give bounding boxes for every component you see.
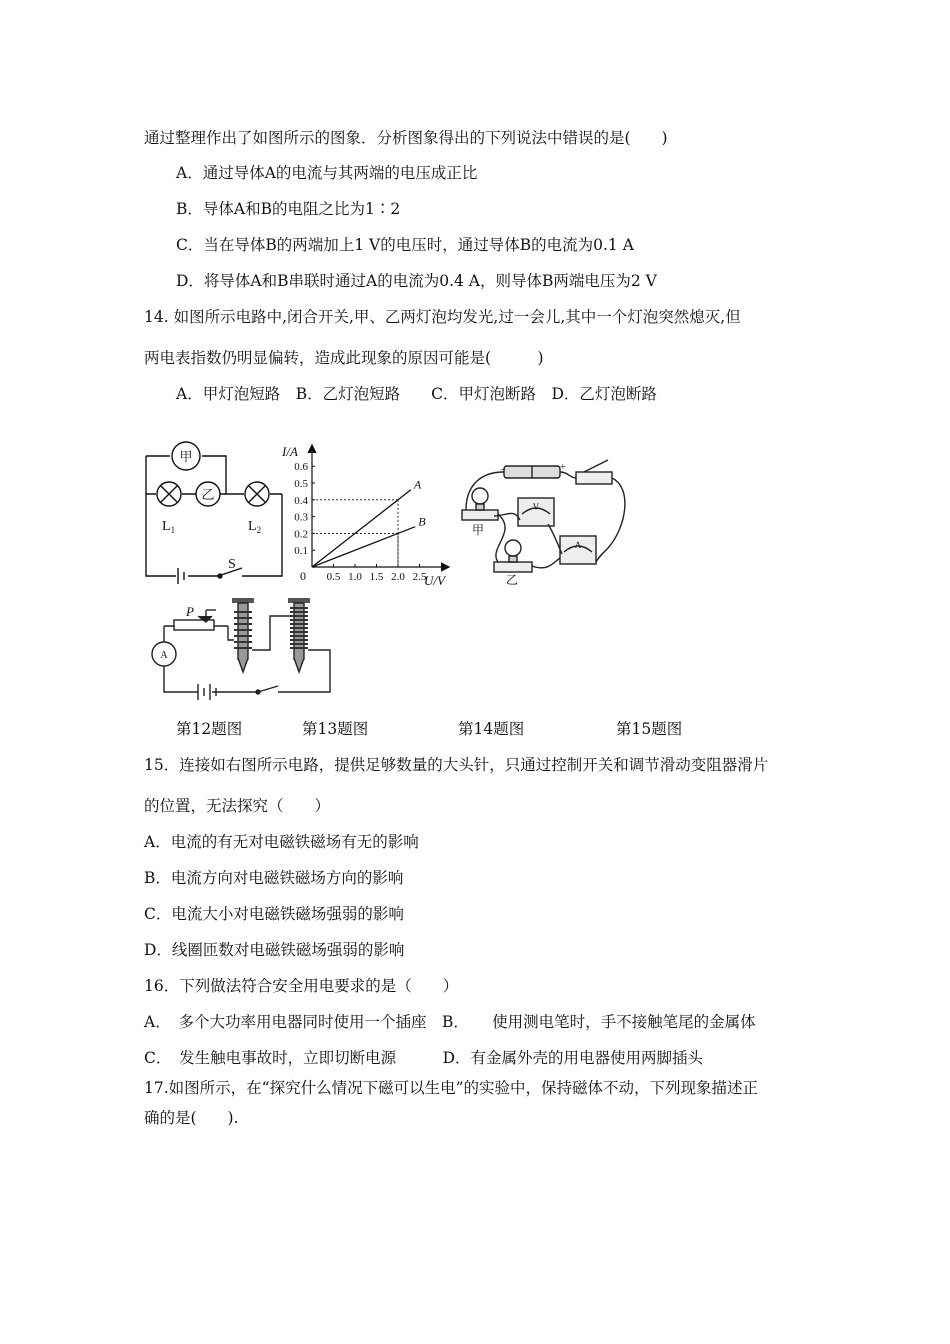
y-axis-label: I/A [282,444,298,459]
q13-option-c: C．当在导体B的两端加上1 V的电压时，通过导体B的电流为0.1 A [176,236,634,254]
voltmeter-label: V [532,502,540,512]
x-tick-label: 1.5 [369,571,384,583]
caption-fig12: 第12题图 [176,720,243,738]
y-tick-label: 0.4 [294,494,308,507]
q14-options: A．甲灯泡短路 B．乙灯泡短路 C．甲灯泡断路 D．乙灯泡断路 [176,385,657,403]
lamp-yi-label: 乙 [201,487,215,502]
y-tick-label: 0.1 [294,545,308,558]
x-tick-label: 0.5 [326,571,341,583]
slider-p-label: P [186,604,194,619]
q17-stem-line2: 确的是( ). [144,1109,239,1127]
caption-fig15: 第15题图 [616,720,683,738]
figure-13-iu-graph [280,440,455,590]
q16-options-line1: A． 多个大功率用电器同时使用一个插座 B． 使用测电笔时，手不接触笔尾的金属体 [144,1013,756,1031]
battery-plus: + [560,462,566,473]
q15-option-a: A．电流的有无对电磁铁磁场有无的影响 [144,833,419,851]
x-tick-label: 2.5 [412,571,427,583]
q16-stem: 16．下列做法符合安全用电要求的是（ ） [144,977,459,995]
figure-15-electromagnet [140,596,340,702]
series-label-A: A [413,477,422,492]
figure-14-wiring [458,458,633,586]
q15-stem-line1: 15．连接如右图所示电路，提供足够数量的大头针，只通过控制开关和调节滑动变阻器滑片 [144,756,769,774]
q15-option-b: B．电流方向对电磁铁磁场方向的影响 [144,869,404,887]
series-line-A [312,490,411,567]
figure-12-circuit [140,436,290,584]
series-line-B [312,527,415,567]
y-tick-label: 0.2 [294,528,308,541]
switch-s-label: S [228,557,236,572]
l2-label: $L_2$ [248,519,262,535]
q15-option-c: C．电流大小对电磁铁磁场强弱的影响 [144,905,404,923]
q15-option-d: D．线圈匝数对电磁铁磁场强弱的影响 [144,941,405,959]
caption-fig13: 第13题图 [302,720,369,738]
y-tick-label: 0.3 [294,511,308,524]
x-axis-label: U/V [424,573,445,588]
y-tick-label: 0.5 [294,478,308,490]
x-tick-label: 1.0 [348,571,362,583]
q13-option-a: A．通过导体A的电流与其两端的电压成正比 [176,164,478,182]
origin-label: 0 [300,569,306,583]
battery-minus: − [500,465,506,476]
q16-options-line2: C． 发生触电事故时，立即切断电源 D．有金属外壳的用电器使用两脚插头 [144,1049,704,1067]
lamp-jia-label: 甲 [179,449,193,464]
x-tick-label: 2.0 [391,571,405,583]
series-label-B: B [418,514,426,529]
l1-label: $L_1$ [162,519,176,535]
ammeter-label: A [574,540,582,550]
caption-fig14: 第14题图 [458,720,525,738]
lamp-jia-label: 甲 [472,523,485,537]
y-tick-label: 0.6 [294,461,308,474]
ammeter-label: A [160,650,168,661]
q13-option-b: B．导体A和B的电阻之比为1∶2 [176,200,401,218]
q13-stem: 通过整理作出了如图所示的图象．分析图象得出的下列说法中错误的是( ) [144,129,668,147]
q15-stem-line2: 的位置，无法探究（ ） [144,797,331,815]
q13-option-d: D．将导体A和B串联时通过A的电流为0.4 A，则导体B两端电压为2 V [176,272,657,290]
q17-stem-line1: 17.如图所示，在“探究什么情况下磁可以生电”的实验中，保持磁体不动，下列现象描述正 [144,1079,759,1097]
q14-stem-line2: 两电表指数仍明显偏转，造成此现象的原因可能是( ) [144,349,544,367]
lamp-yi-label: 乙 [506,573,519,586]
q14-stem-line1: 14. 如图所示电路中,闭合开关,甲、乙两灯泡均发光,过一会儿,其中一个灯泡突然熄灭,但 [144,308,741,326]
